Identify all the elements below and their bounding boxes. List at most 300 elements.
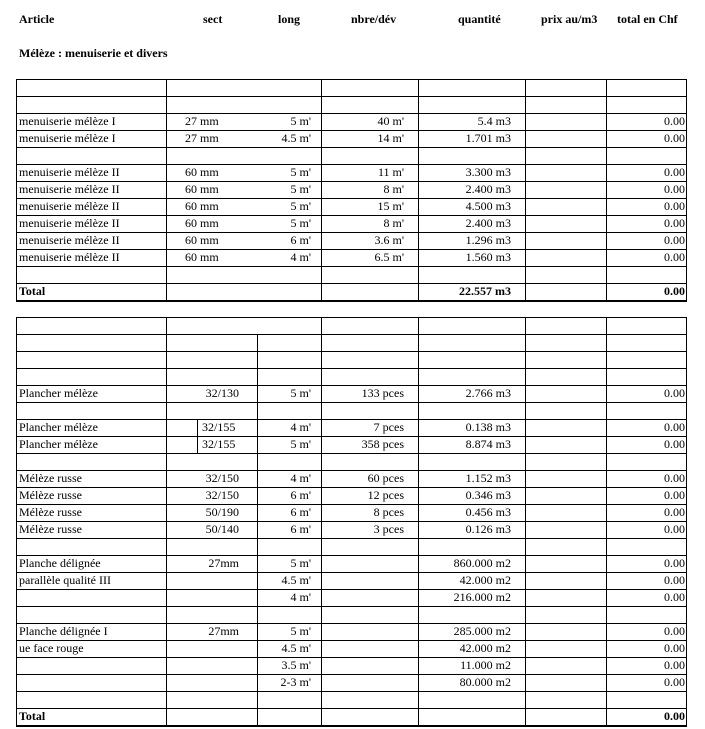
cell-total [606, 691, 686, 708]
cell-article [16, 266, 166, 283]
cell-long [257, 368, 321, 385]
cell-total [606, 453, 686, 470]
grid-line [16, 198, 687, 199]
cell-article: menuiserie mélèze I [19, 114, 116, 128]
grid-line [16, 487, 687, 488]
cell-article [16, 351, 166, 368]
table-row [16, 232, 686, 249]
cell-quantite: 216.000 m2 [453, 590, 511, 604]
total-row [16, 283, 686, 300]
cell-quantite: 3.300 m3 [465, 165, 511, 179]
cell-total [606, 266, 686, 283]
cell-total: 0.00 [664, 199, 685, 213]
cell-prix [525, 640, 606, 657]
cell-prix [525, 334, 606, 351]
grid-line [16, 215, 687, 216]
cell-nbre: 3 pces [373, 522, 404, 536]
cell-prix [525, 402, 606, 419]
table-row [16, 130, 686, 147]
cell-quantite [418, 606, 525, 623]
cell-long: 4.5 m' [281, 573, 311, 587]
cell-total: 0.00 [664, 233, 685, 247]
grid-line [16, 521, 687, 522]
grid-line [16, 164, 687, 165]
cell-article: ue face rouge [19, 641, 84, 655]
grid-line [16, 266, 687, 267]
cell-sect: 60 mm [185, 233, 219, 247]
header-sect: sect [203, 12, 223, 26]
cell-article [16, 674, 166, 691]
grid-line [418, 317, 419, 726]
cell-sect [166, 640, 257, 657]
cell-sect [166, 351, 257, 368]
cell-nbre: 8 m' [383, 182, 404, 196]
cell-total [606, 538, 686, 555]
table-row [16, 674, 686, 691]
cell-nbre [321, 402, 418, 419]
cell-nbre [321, 640, 418, 657]
cell-article: menuiserie mélèze II [19, 216, 120, 230]
cell-quantite [418, 96, 525, 113]
cell-total: 0.00 [664, 437, 685, 451]
cell-quantite: 285.000 m2 [453, 624, 511, 638]
cell-nbre: 12 pces [367, 488, 404, 502]
cell-prix [525, 504, 606, 521]
cell-article: parallèle qualité III [19, 573, 111, 587]
cell-total: 0.00 [664, 624, 685, 638]
table-row [16, 215, 686, 232]
cell-article: Plancher mélèze [19, 386, 98, 400]
cell-sect: 32/150 [205, 471, 239, 485]
total-amount: 0.00 [664, 709, 685, 723]
cell-sect [166, 538, 257, 555]
grid-line [16, 538, 687, 539]
grid-line [16, 283, 687, 284]
cell-prix [525, 589, 606, 606]
cell-long: 6 m' [290, 505, 311, 519]
cell-total [606, 96, 686, 113]
grid-line [686, 79, 687, 301]
cell-article: menuiserie mélèze II [19, 199, 120, 213]
grid-line [418, 79, 419, 301]
cell-prix [525, 266, 606, 283]
cell-prix [525, 215, 606, 232]
cell-sect [166, 368, 257, 385]
cell-article: menuiserie mélèze II [19, 165, 120, 179]
cell-sect [166, 402, 257, 419]
cell-sect [166, 96, 257, 113]
cell-nbre [321, 555, 418, 572]
cell-sect: 27 mm [185, 131, 219, 145]
cell-total: 0.00 [664, 131, 685, 145]
cell-prix [525, 572, 606, 589]
cell-long: 4 m' [290, 471, 311, 485]
cell-long: 5 m' [290, 165, 311, 179]
cell-sect [166, 147, 257, 164]
grid-line [686, 317, 687, 726]
cell-article [16, 657, 166, 674]
cell-sect: 32/155 [202, 420, 236, 434]
grid-line [16, 640, 687, 641]
cell-nbre: 358 pces [361, 437, 404, 451]
cell-nbre [321, 657, 418, 674]
grid-line [606, 317, 607, 726]
table-row [16, 572, 686, 589]
cell-total: 0.00 [664, 420, 685, 434]
cell-long: 6 m' [290, 488, 311, 502]
cell-quantite [418, 368, 525, 385]
cell-article: Mélèze russe [19, 471, 82, 485]
cell-quantite: 0.138 m3 [465, 420, 511, 434]
cell-article: Plancher mélèze [19, 437, 98, 451]
grid-line [16, 147, 687, 148]
cell-long: 5 m' [290, 556, 311, 570]
cell-long [257, 96, 321, 113]
cell-quantite: 42.000 m2 [459, 641, 511, 655]
cell-total: 0.00 [664, 522, 685, 536]
cell-prix [525, 657, 606, 674]
cell-prix [525, 198, 606, 215]
grid-line [16, 657, 687, 658]
grid-line [16, 113, 687, 114]
cell-sect: 27mm [208, 624, 239, 638]
cell-long [257, 453, 321, 470]
cell-total: 0.00 [664, 182, 685, 196]
cell-nbre [321, 351, 418, 368]
cell-prix [525, 606, 606, 623]
table-row [16, 198, 686, 215]
table-row [16, 181, 686, 198]
cell-nbre [321, 572, 418, 589]
cell-long: 5 m' [290, 216, 311, 230]
table-row [16, 368, 686, 385]
total-row [16, 708, 686, 725]
cell-long [257, 266, 321, 283]
cell-nbre [321, 589, 418, 606]
table-row [16, 96, 686, 113]
cell-nbre: 133 pces [361, 386, 404, 400]
cell-quantite: 0.346 m3 [465, 488, 511, 502]
cell-nbre: 3.6 m' [374, 233, 404, 247]
grid-line [16, 385, 687, 386]
grid-line [16, 623, 687, 624]
table-row [16, 657, 686, 674]
cell-nbre: 8 pces [373, 505, 404, 519]
cell-prix [525, 521, 606, 538]
cell-prix [525, 538, 606, 555]
grid-line [16, 79, 17, 301]
cell-article [16, 334, 166, 351]
cell-quantite [418, 691, 525, 708]
table-row [16, 419, 686, 436]
cell-sect: 60 mm [185, 216, 219, 230]
cell-long: 4 m' [290, 250, 311, 264]
cell-sect: 60 mm [185, 165, 219, 179]
cell-sect [166, 657, 257, 674]
cell-long [257, 691, 321, 708]
cell-article [16, 147, 166, 164]
grid-line [16, 300, 687, 302]
cell-long: 2-3 m' [280, 675, 311, 689]
table-row [16, 385, 686, 402]
cell-sect: 27 mm [185, 114, 219, 128]
header-total: total en Chf [617, 12, 678, 26]
cell-total: 0.00 [664, 658, 685, 672]
grid-line [16, 725, 687, 727]
cell-article [16, 606, 166, 623]
cell-quantite [418, 351, 525, 368]
cell-prix [525, 436, 606, 453]
cell-article: menuiserie mélèze II [19, 182, 120, 196]
cell-nbre [321, 623, 418, 640]
cell-total: 0.00 [664, 165, 685, 179]
cell-prix [525, 691, 606, 708]
table-row [16, 504, 686, 521]
cell-total: 0.00 [664, 590, 685, 604]
cell-long: 4 m' [290, 420, 311, 434]
cell-article: Planche délignée [19, 556, 101, 570]
grid-line [16, 572, 687, 573]
cell-article [16, 589, 166, 606]
cell-quantite: 8.874 m3 [465, 437, 511, 451]
grid-line [16, 317, 687, 318]
cell-article [16, 538, 166, 555]
cell-sect [166, 674, 257, 691]
cell-long: 5 m' [290, 386, 311, 400]
table-row [16, 147, 686, 164]
table-row [16, 691, 686, 708]
cell-long: 4.5 m' [281, 131, 311, 145]
cell-prix [525, 249, 606, 266]
table-row [16, 470, 686, 487]
table-row [16, 453, 686, 470]
cell-quantite [418, 266, 525, 283]
cell-long [257, 334, 321, 351]
cell-long: 5 m' [290, 114, 311, 128]
cell-total: 0.00 [664, 471, 685, 485]
total-amount: 0.00 [664, 284, 685, 298]
table-row [16, 266, 686, 283]
cell-quantite [418, 453, 525, 470]
cell-sect [166, 691, 257, 708]
cell-nbre: 7 pces [373, 420, 404, 434]
grid-line [606, 79, 607, 301]
cell-total [606, 368, 686, 385]
table-row [16, 436, 686, 453]
grid-line [321, 317, 322, 726]
cell-prix [525, 419, 606, 436]
cell-quantite: 42.000 m2 [459, 573, 511, 587]
header-article: Article [19, 12, 55, 26]
cell-nbre: 6.5 m' [374, 250, 404, 264]
grid-line [16, 419, 687, 420]
grid-line [257, 334, 258, 726]
cell-quantite: 1.296 m3 [465, 233, 511, 247]
cell-prix [525, 555, 606, 572]
table-row [16, 521, 686, 538]
cell-quantite: 2.400 m3 [465, 182, 511, 196]
total-label: Total [19, 284, 46, 298]
grid-line [16, 334, 687, 335]
cell-article [16, 453, 166, 470]
cell-long: 3.5 m' [281, 658, 311, 672]
cell-sect: 60 mm [185, 250, 219, 264]
table-row [16, 555, 686, 572]
cell-nbre [321, 538, 418, 555]
cell-sect: 32/155 [202, 437, 236, 451]
cell-quantite: 0.126 m3 [465, 522, 511, 536]
cell-prix [525, 368, 606, 385]
cell-sect [166, 606, 257, 623]
table-row [16, 249, 686, 266]
grid-line [197, 419, 198, 436]
grid-line [166, 317, 167, 726]
cell-prix [525, 674, 606, 691]
cell-sect: 50/140 [205, 522, 239, 536]
cell-long: 4.5 m' [281, 641, 311, 655]
cell-total [606, 147, 686, 164]
cell-quantite: 5.4 m3 [477, 114, 511, 128]
cell-sect: 27mm [208, 556, 239, 570]
grid-line [16, 249, 687, 250]
cell-nbre: 60 pces [367, 471, 404, 485]
cell-quantite [418, 147, 525, 164]
header-quantite: quantité [458, 12, 501, 26]
grid-line [16, 708, 687, 709]
cell-prix [525, 164, 606, 181]
cell-nbre: 8 m' [383, 216, 404, 230]
cell-long: 6 m' [290, 522, 311, 536]
cell-quantite [418, 334, 525, 351]
cell-sect: 60 mm [185, 199, 219, 213]
grid-line [525, 79, 526, 301]
cell-article [16, 691, 166, 708]
cell-long: 4 m' [290, 590, 311, 604]
grid-line [16, 470, 687, 471]
grid-line [16, 674, 687, 675]
grid-line [16, 351, 687, 352]
cell-nbre [321, 96, 418, 113]
total-quantite: 22.557 m3 [459, 284, 511, 298]
table-row [16, 623, 686, 640]
cell-sect [166, 572, 257, 589]
cell-quantite: 860.000 m2 [453, 556, 511, 570]
cell-nbre: 11 m' [377, 165, 404, 179]
cell-quantite: 11.000 m2 [460, 658, 511, 672]
cell-total: 0.00 [664, 114, 685, 128]
table-row [16, 334, 686, 351]
cell-total: 0.00 [664, 250, 685, 264]
cell-article: Plancher mélèze [19, 420, 98, 434]
grid-line [16, 317, 17, 726]
cell-prix [525, 470, 606, 487]
cell-long [257, 147, 321, 164]
table-row [16, 589, 686, 606]
table-row [16, 487, 686, 504]
cell-prix [525, 232, 606, 249]
header-long: long [278, 12, 301, 26]
cell-nbre: 14 m' [377, 131, 404, 145]
cell-total: 0.00 [664, 216, 685, 230]
cell-total: 0.00 [664, 505, 685, 519]
cell-total [606, 606, 686, 623]
cell-article [16, 368, 166, 385]
cell-prix [525, 351, 606, 368]
cell-sect [166, 266, 257, 283]
cell-prix [525, 147, 606, 164]
cell-article: Mélèze russe [19, 522, 82, 536]
cell-quantite: 80.000 m2 [459, 675, 511, 689]
cell-nbre: 15 m' [377, 199, 404, 213]
cell-article [16, 402, 166, 419]
grid-line [197, 436, 198, 453]
table-row [16, 640, 686, 657]
cell-long: 5 m' [290, 199, 311, 213]
cell-long: 5 m' [290, 624, 311, 638]
grid-line [16, 181, 687, 182]
cell-sect: 60 mm [185, 182, 219, 196]
grid-line [16, 589, 687, 590]
cell-prix [525, 487, 606, 504]
total-quantite [418, 708, 525, 725]
cell-long: 6 m' [290, 233, 311, 247]
cell-long [257, 402, 321, 419]
cell-nbre [321, 368, 418, 385]
cell-nbre [321, 266, 418, 283]
cell-long: 5 m' [290, 182, 311, 196]
cell-nbre [321, 334, 418, 351]
cell-nbre [321, 453, 418, 470]
grid-line [16, 402, 687, 403]
cell-total: 0.00 [664, 556, 685, 570]
grid-line [16, 79, 687, 80]
cell-sect: 32/150 [205, 488, 239, 502]
cell-total [606, 351, 686, 368]
grid-line [16, 555, 687, 556]
cell-article: Mélèze russe [19, 505, 82, 519]
cell-quantite [418, 538, 525, 555]
cell-article: menuiserie mélèze I [19, 131, 116, 145]
table-row [16, 402, 686, 419]
cell-article: menuiserie mélèze II [19, 233, 120, 247]
cell-sect [166, 589, 257, 606]
grid-line [16, 453, 687, 454]
cell-prix [525, 113, 606, 130]
cell-long [257, 538, 321, 555]
cell-quantite [418, 402, 525, 419]
cell-nbre [321, 606, 418, 623]
section-title: Mélèze : menuiserie et divers [19, 46, 168, 60]
cell-long: 5 m' [290, 437, 311, 451]
cell-quantite: 1.701 m3 [465, 131, 511, 145]
cell-quantite: 1.152 m3 [465, 471, 511, 485]
table-row [16, 538, 686, 555]
table-row [16, 113, 686, 130]
grid-line [16, 691, 687, 692]
cell-article: menuiserie mélèze II [19, 250, 120, 264]
cell-prix [525, 96, 606, 113]
cell-quantite: 4.500 m3 [465, 199, 511, 213]
total-label: Total [19, 709, 46, 723]
grid-line [16, 130, 687, 131]
table-row [16, 606, 686, 623]
grid-line [16, 504, 687, 505]
grid-line [166, 79, 167, 301]
header-nbre-dev: nbre/dév [351, 12, 397, 26]
cell-long [257, 351, 321, 368]
cell-total [606, 402, 686, 419]
cell-nbre [321, 674, 418, 691]
